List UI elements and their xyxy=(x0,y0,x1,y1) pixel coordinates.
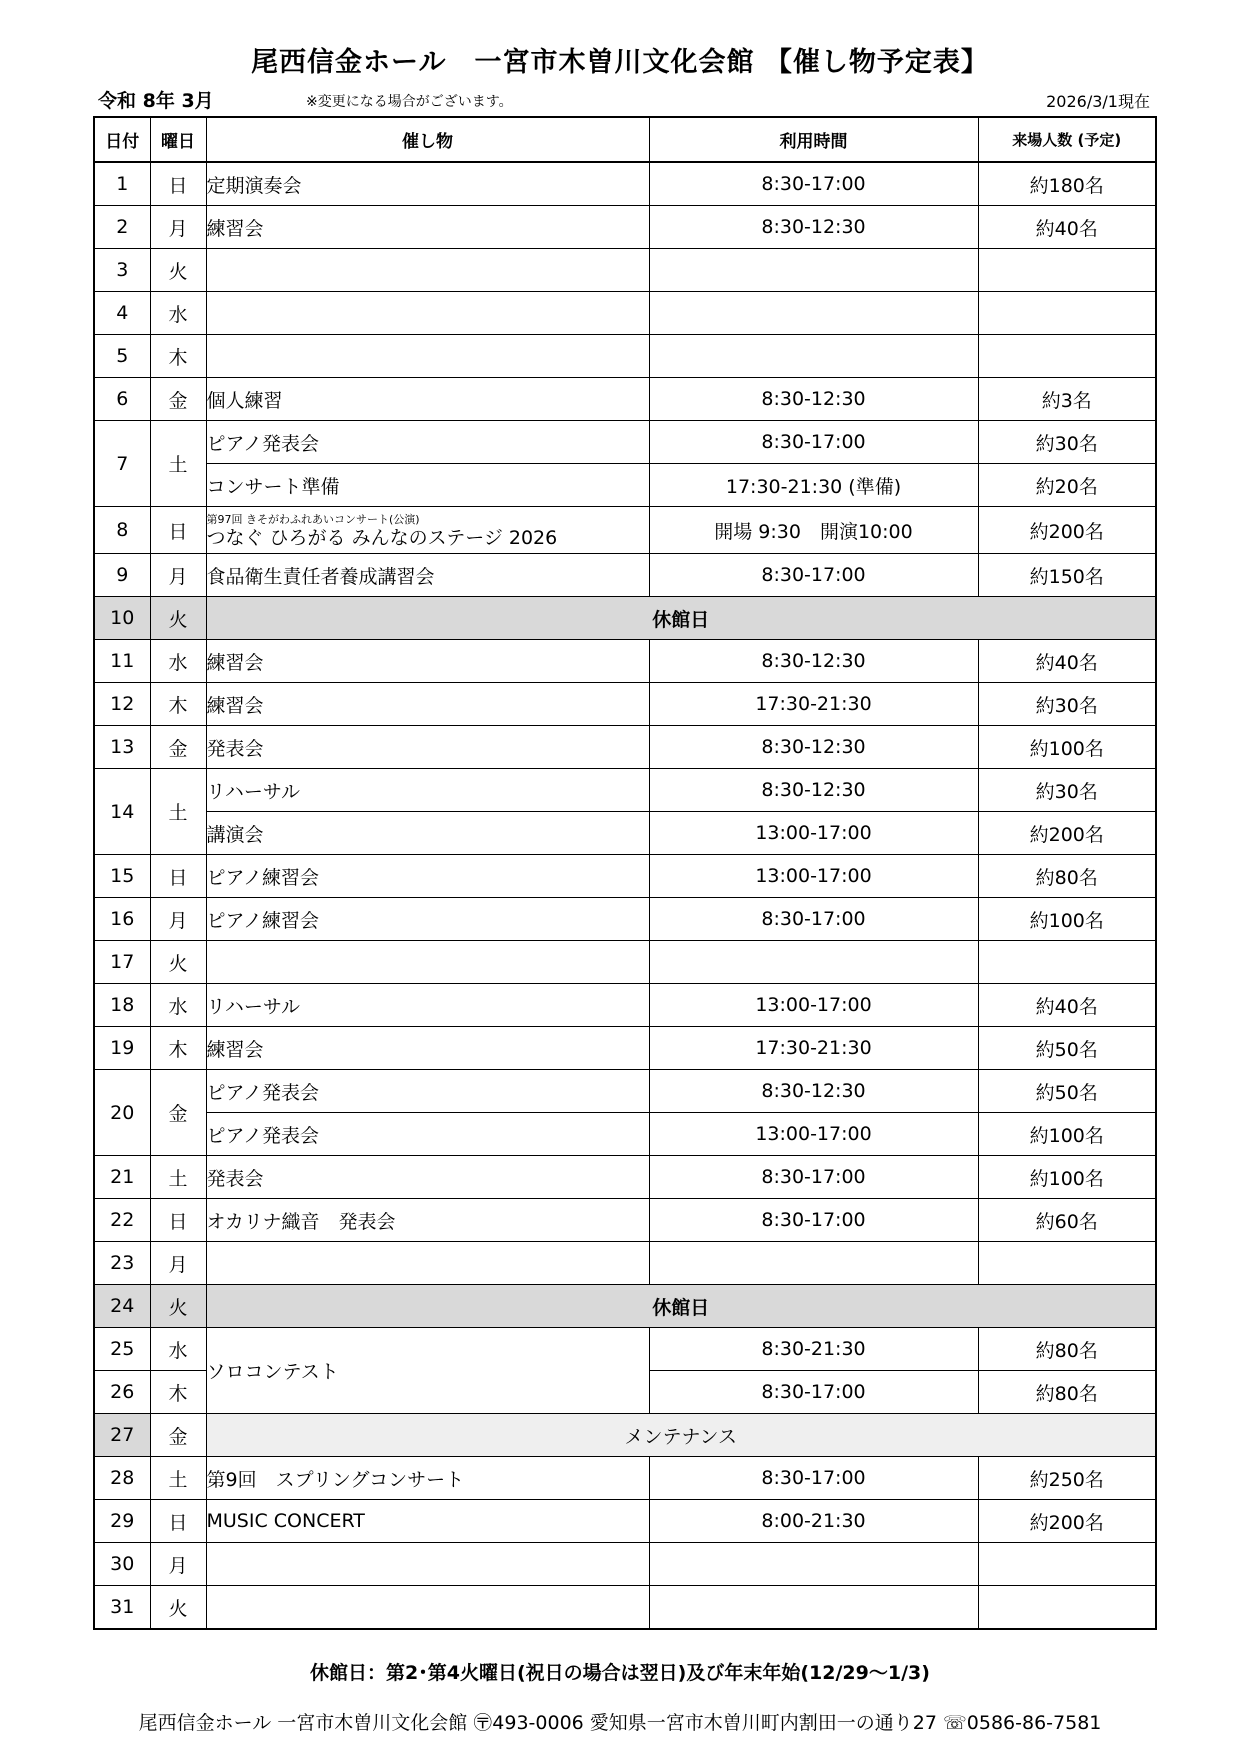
time-cell: 8:30-12:30 xyxy=(649,206,978,249)
count-cell: 約40名 xyxy=(978,640,1156,683)
weekday-cell: 月 xyxy=(150,554,206,597)
weekday-cell: 火 xyxy=(150,249,206,292)
weekday-cell: 木 xyxy=(150,683,206,726)
count-cell: 約50名 xyxy=(978,1027,1156,1070)
time-cell: 8:30-12:30 xyxy=(649,378,978,421)
time-cell xyxy=(649,941,978,984)
event-cell xyxy=(206,507,649,554)
time-cell: 8:30-12:30 xyxy=(649,640,978,683)
weekday-cell: 水 xyxy=(150,984,206,1027)
time-cell: 13:00-17:00 xyxy=(649,855,978,898)
day-cell: 12 xyxy=(94,683,150,726)
time-cell: 8:30-17:00 xyxy=(649,1371,978,1414)
time-cell xyxy=(649,249,978,292)
day-cell: 13 xyxy=(94,726,150,769)
table-row xyxy=(94,1113,1156,1156)
table-row xyxy=(94,1500,1156,1543)
header-time: 利用時間 xyxy=(649,117,978,162)
event-cell xyxy=(206,1586,649,1630)
weekday-cell: 水 xyxy=(150,1328,206,1371)
time-cell xyxy=(649,1242,978,1285)
weekday-cell: 金 xyxy=(150,1414,206,1457)
count-cell: 約60名 xyxy=(978,1199,1156,1242)
table-row xyxy=(94,1328,1156,1371)
count-cell xyxy=(978,335,1156,378)
count-cell: 約200名 xyxy=(978,507,1156,554)
event-subtitle: 第97回 きそがわふれあいコンサート(公演) xyxy=(206,513,420,526)
header-event: 催し物 xyxy=(206,117,649,162)
count-cell: 約40名 xyxy=(978,984,1156,1027)
event-cell: 講演会 xyxy=(206,812,649,855)
time-cell: 8:30-12:30 xyxy=(649,769,978,812)
closed-day-label: 休館日 xyxy=(206,1285,1156,1328)
count-cell: 約100名 xyxy=(978,1113,1156,1156)
day-cell: 19 xyxy=(94,1027,150,1070)
count-cell: 約250名 xyxy=(978,1457,1156,1500)
day-cell: 28 xyxy=(94,1457,150,1500)
weekday-cell: 日 xyxy=(150,507,206,554)
table-row xyxy=(94,335,1156,378)
count-cell: 約100名 xyxy=(978,1156,1156,1199)
event-cell: 練習会 xyxy=(206,640,649,683)
schedule-body xyxy=(94,162,1156,1629)
count-cell: 約30名 xyxy=(978,769,1156,812)
event-cell: MUSIC CONCERT xyxy=(206,1500,649,1543)
time-cell: 8:30-17:00 xyxy=(649,162,978,206)
table-row xyxy=(94,1414,1156,1457)
time-cell xyxy=(649,1543,978,1586)
event-cell: 発表会 xyxy=(206,726,649,769)
table-row xyxy=(94,597,1156,640)
event-cell xyxy=(206,292,649,335)
schedule-table xyxy=(93,116,1157,1630)
event-cell: オカリナ織音 発表会 xyxy=(206,1199,649,1242)
table-row xyxy=(94,898,1156,941)
day-cell: 29 xyxy=(94,1500,150,1543)
table-row xyxy=(94,1285,1156,1328)
day-cell: 5 xyxy=(94,335,150,378)
time-cell: 8:30-12:30 xyxy=(649,726,978,769)
day-cell: 11 xyxy=(94,640,150,683)
event-cell: ピアノ練習会 xyxy=(206,898,649,941)
event-cell: 定期演奏会 xyxy=(206,162,649,206)
count-cell: 約30名 xyxy=(978,683,1156,726)
table-row xyxy=(94,726,1156,769)
weekday-cell: 土 xyxy=(150,1457,206,1500)
time-cell: 8:30-17:00 xyxy=(649,1156,978,1199)
day-cell: 25 xyxy=(94,1328,150,1371)
count-cell xyxy=(978,292,1156,335)
table-row xyxy=(94,683,1156,726)
event-cell: ピアノ練習会 xyxy=(206,855,649,898)
time-cell: 8:30-17:00 xyxy=(649,554,978,597)
as-of-date: 2026/3/1現在 xyxy=(1046,92,1150,111)
day-cell: 17 xyxy=(94,941,150,984)
header-count: 来場人数 (予定) xyxy=(978,117,1156,162)
table-row xyxy=(94,1027,1156,1070)
weekday-cell: 日 xyxy=(150,1199,206,1242)
day-cell: 6 xyxy=(94,378,150,421)
day-cell: 15 xyxy=(94,855,150,898)
event-cell: ソロコンテスト xyxy=(206,1328,649,1414)
event-cell: ピアノ発表会 xyxy=(206,421,649,464)
era-month: 令和 8年 3月 xyxy=(98,90,214,112)
time-cell xyxy=(649,1586,978,1630)
count-cell: 約200名 xyxy=(978,1500,1156,1543)
table-row xyxy=(94,554,1156,597)
day-cell: 7 xyxy=(94,421,150,507)
count-cell: 約150名 xyxy=(978,554,1156,597)
day-cell: 27 xyxy=(94,1414,150,1457)
count-cell: 約50名 xyxy=(978,1070,1156,1113)
table-row xyxy=(94,769,1156,812)
time-cell xyxy=(649,335,978,378)
table-row xyxy=(94,206,1156,249)
count-cell xyxy=(978,249,1156,292)
event-cell xyxy=(206,335,649,378)
table-row xyxy=(94,464,1156,507)
table-row xyxy=(94,1543,1156,1586)
count-cell: 約80名 xyxy=(978,855,1156,898)
table-row xyxy=(94,855,1156,898)
event-cell: 食品衛生責任者養成講習会 xyxy=(206,554,649,597)
table-row xyxy=(94,1156,1156,1199)
subheader xyxy=(98,86,1150,112)
time-cell: 8:30-17:00 xyxy=(649,1457,978,1500)
time-cell: 17:30-21:30 xyxy=(649,1027,978,1070)
count-cell: 約30名 xyxy=(978,421,1156,464)
weekday-cell: 土 xyxy=(150,769,206,855)
weekday-cell: 木 xyxy=(150,1371,206,1414)
table-row xyxy=(94,507,1156,554)
day-cell: 23 xyxy=(94,1242,150,1285)
weekday-cell: 月 xyxy=(150,206,206,249)
time-cell: 8:30-21:30 xyxy=(649,1328,978,1371)
time-cell: 17:30-21:30 xyxy=(649,683,978,726)
event-cell xyxy=(206,249,649,292)
event-cell xyxy=(206,1242,649,1285)
table-row xyxy=(94,984,1156,1027)
count-cell: 約20名 xyxy=(978,464,1156,507)
table-row xyxy=(94,1457,1156,1500)
table-row xyxy=(94,292,1156,335)
event-title: つなぐ ひろがる みんなのステージ 2026 xyxy=(206,527,558,549)
weekday-cell: 木 xyxy=(150,335,206,378)
day-cell: 9 xyxy=(94,554,150,597)
event-cell: 発表会 xyxy=(206,1156,649,1199)
weekday-cell: 水 xyxy=(150,292,206,335)
time-cell: 13:00-17:00 xyxy=(649,812,978,855)
time-cell: 8:30-17:00 xyxy=(649,898,978,941)
time-cell: 8:30-17:00 xyxy=(649,1199,978,1242)
weekday-cell: 金 xyxy=(150,1070,206,1156)
event-cell: ピアノ発表会 xyxy=(206,1113,649,1156)
event-cell: 第9回 スプリングコンサート xyxy=(206,1457,649,1500)
event-cell: 練習会 xyxy=(206,206,649,249)
event-cell: 個人練習 xyxy=(206,378,649,421)
day-cell: 16 xyxy=(94,898,150,941)
day-cell: 10 xyxy=(94,597,150,640)
closed-days-note: 休館日：第2･第4火曜日(祝日の場合は翌日)及び年末年始(12/29～1/3) xyxy=(310,1662,930,1684)
count-cell: 約80名 xyxy=(978,1328,1156,1371)
event-cell: ピアノ発表会 xyxy=(206,1070,649,1113)
count-cell xyxy=(978,1543,1156,1586)
day-cell: 8 xyxy=(94,507,150,554)
day-cell: 30 xyxy=(94,1543,150,1586)
day-cell: 22 xyxy=(94,1199,150,1242)
time-cell: 13:00-17:00 xyxy=(649,1113,978,1156)
day-cell: 26 xyxy=(94,1371,150,1414)
change-note: ※変更になる場合がございます。 xyxy=(306,94,513,110)
weekday-cell: 日 xyxy=(150,855,206,898)
count-cell: 約180名 xyxy=(978,162,1156,206)
weekday-cell: 火 xyxy=(150,941,206,984)
table-row xyxy=(94,941,1156,984)
weekday-cell: 火 xyxy=(150,597,206,640)
time-cell: 8:30-17:00 xyxy=(649,421,978,464)
count-cell: 約100名 xyxy=(978,726,1156,769)
table-row xyxy=(94,1586,1156,1630)
weekday-cell: 水 xyxy=(150,640,206,683)
weekday-cell: 日 xyxy=(150,162,206,206)
count-cell: 約200名 xyxy=(978,812,1156,855)
time-cell: 8:00-21:30 xyxy=(649,1500,978,1543)
weekday-cell: 火 xyxy=(150,1285,206,1328)
day-cell: 4 xyxy=(94,292,150,335)
event-cell xyxy=(206,941,649,984)
count-cell xyxy=(978,1586,1156,1630)
event-cell xyxy=(206,1543,649,1586)
venue-address: 尾西信金ホール 一宮市木曽川文化会館 〶493-0006 愛知県一宮市木曽川町内割田一の通り27 ☏0586-86-7581 xyxy=(138,1712,1102,1734)
maintenance-label: メンテナンス xyxy=(206,1414,1156,1457)
weekday-cell: 月 xyxy=(150,1242,206,1285)
count-cell: 約40名 xyxy=(978,206,1156,249)
weekday-cell: 土 xyxy=(150,421,206,507)
day-cell: 3 xyxy=(94,249,150,292)
count-cell: 約80名 xyxy=(978,1371,1156,1414)
count-cell: 約100名 xyxy=(978,898,1156,941)
time-cell: 8:30-12:30 xyxy=(649,1070,978,1113)
page-title: 尾西信金ホール 一宮市木曽川文化会館 【催し物予定表】 xyxy=(251,47,989,78)
day-cell: 14 xyxy=(94,769,150,855)
time-cell xyxy=(649,292,978,335)
event-cell: リハーサル xyxy=(206,769,649,812)
day-cell: 1 xyxy=(94,162,150,206)
time-cell: 17:30-21:30 (準備) xyxy=(649,464,978,507)
table-row xyxy=(94,640,1156,683)
weekday-cell: 火 xyxy=(150,1586,206,1630)
closed-day-label: 休館日 xyxy=(206,597,1156,640)
table-row xyxy=(94,1242,1156,1285)
day-cell: 18 xyxy=(94,984,150,1027)
table-row xyxy=(94,421,1156,464)
day-cell: 20 xyxy=(94,1070,150,1156)
table-row xyxy=(94,812,1156,855)
weekday-cell: 月 xyxy=(150,898,206,941)
table-row xyxy=(94,162,1156,206)
day-cell: 24 xyxy=(94,1285,150,1328)
table-header-row xyxy=(94,117,1156,162)
header-day: 日付 xyxy=(94,117,150,162)
weekday-cell: 土 xyxy=(150,1156,206,1199)
table-row xyxy=(94,1070,1156,1113)
time-cell: 開場 9:30 開演10:00 xyxy=(649,507,978,554)
day-cell: 2 xyxy=(94,206,150,249)
event-cell: 練習会 xyxy=(206,1027,649,1070)
time-cell: 13:00-17:00 xyxy=(649,984,978,1027)
count-cell: 約3名 xyxy=(978,378,1156,421)
day-cell: 31 xyxy=(94,1586,150,1630)
weekday-cell: 日 xyxy=(150,1500,206,1543)
weekday-cell: 月 xyxy=(150,1543,206,1586)
weekday-cell: 木 xyxy=(150,1027,206,1070)
table-row xyxy=(94,378,1156,421)
count-cell xyxy=(978,1242,1156,1285)
table-row xyxy=(94,1199,1156,1242)
count-cell xyxy=(978,941,1156,984)
weekday-cell: 金 xyxy=(150,726,206,769)
header-weekday: 曜日 xyxy=(150,117,206,162)
table-row xyxy=(94,249,1156,292)
event-cell: リハーサル xyxy=(206,984,649,1027)
event-cell: コンサート準備 xyxy=(206,464,649,507)
event-cell: 練習会 xyxy=(206,683,649,726)
weekday-cell: 金 xyxy=(150,378,206,421)
day-cell: 21 xyxy=(94,1156,150,1199)
